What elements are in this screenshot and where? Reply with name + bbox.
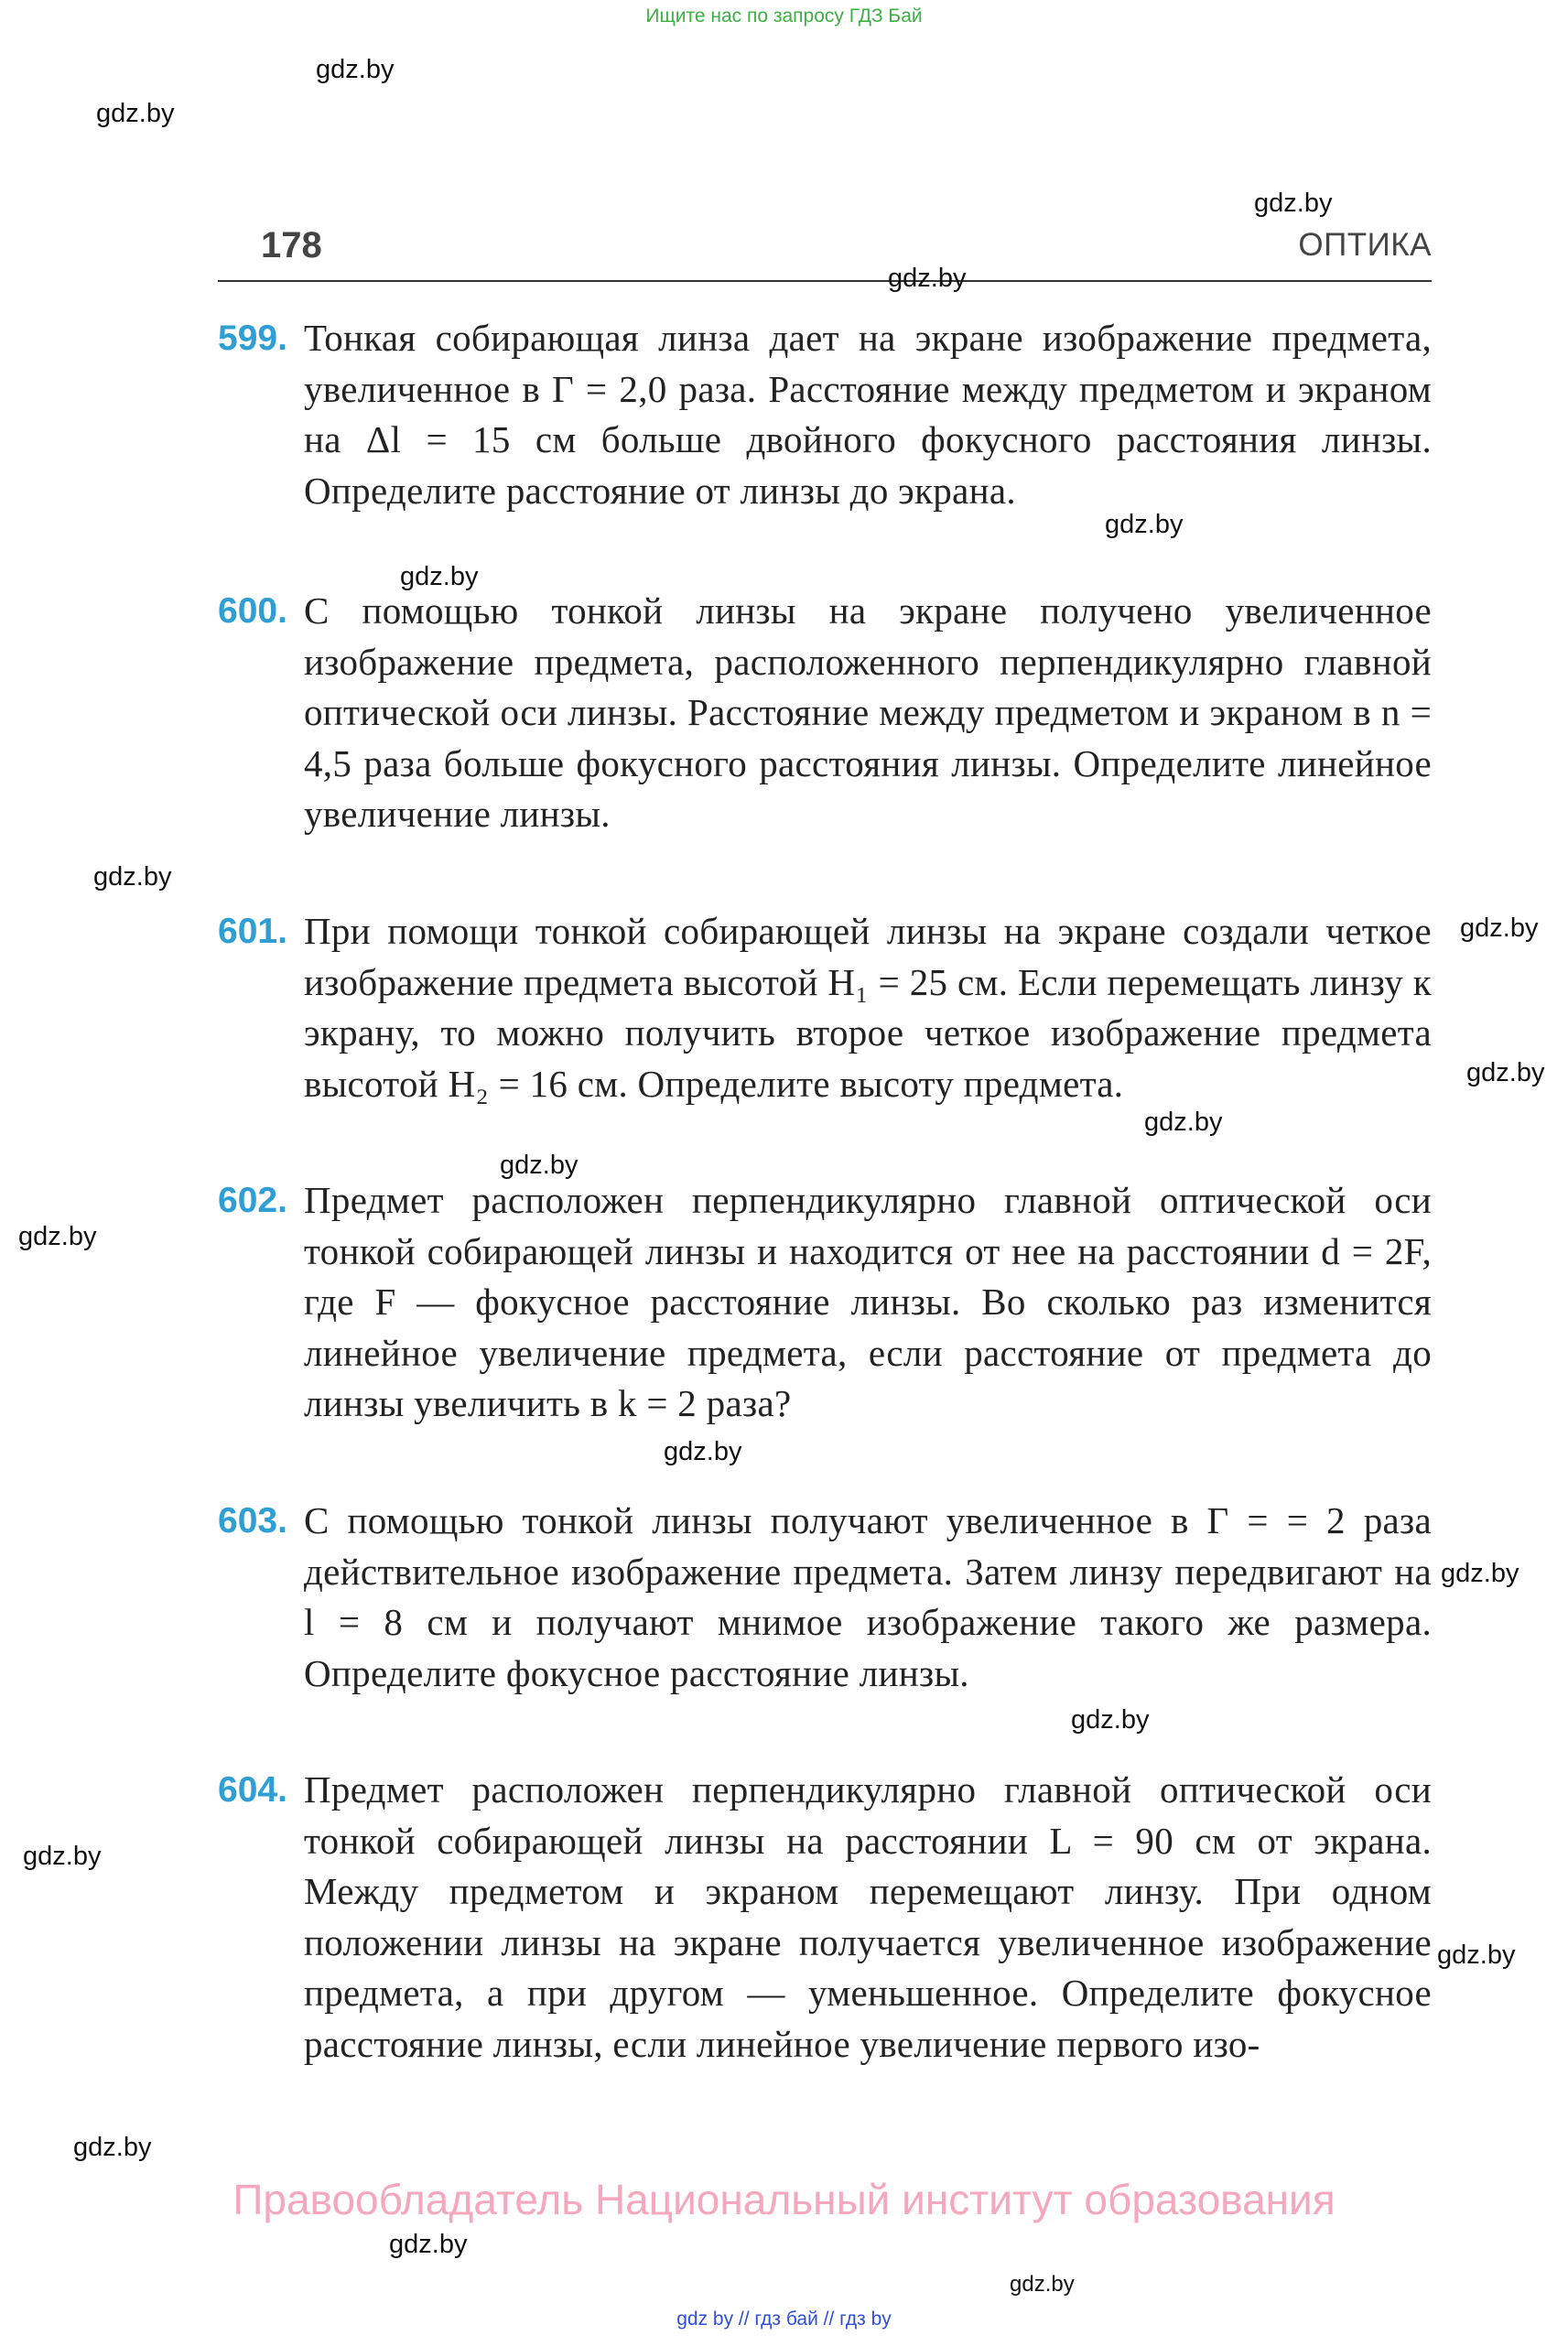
problem-text: При помощи тонкой собирающей линзы на экране создали четкое изображение предмета высотой H₁ = 25 см. Если перемещать линзу к экрану, то можно получить второе четкое изображение предмета высотой H₂ = 16 см. Определите высоту предмета. [304,910,1432,1105]
watermark: gdz.by [1441,1559,1519,1588]
problem-number: 602. [218,1181,287,1220]
watermark: gdz.by [389,2230,468,2259]
watermark: gdz.by [1460,914,1539,943]
watermark: gdz.by [400,562,479,591]
problem-number: 603. [218,1501,287,1541]
watermark: gdz.by [23,1842,102,1871]
problem-number: 601. [218,912,287,951]
page-number: 178 [261,225,322,265]
search-banner[interactable]: Ищите нас по запросу ГДЗ Бай [645,5,923,27]
problem-text: Предмет расположен перпендикулярно главной оптической оси тонкой собирающей линзы на расстоянии L = 90 см от экрана. Между предметом и экраном перемещают линзу. При одном положении линзы на экране получается увеличенное изображение предмета, а при другом — уменьшенное. Определите фокусное расстояние линзы, если линейное увеличение первого изо- [304,1768,1432,2065]
watermark: gdz.by [1105,510,1184,539]
problem-text: Тонкая собирающая линза дает на экране изображение предмета, увеличенное в Г = 2,0 раза. Расстояние между предметом и экраном на Δl = 15 см больше двойного фокусного расстояния линзы. Определите расстояние от линзы до экрана. [304,317,1432,512]
page-header [218,216,1432,282]
watermark: gdz.by [664,1437,742,1466]
footer-links[interactable]: gdz by // гдз бай // гдз by [676,2308,892,2330]
problem-number: 604. [218,1770,287,1810]
watermark: gdz.by [888,264,967,293]
watermark: gdz.by [96,99,175,128]
watermark: gdz.by [93,862,172,892]
watermark: gdz.by [1144,1108,1223,1137]
problem-text: С помощью тонкой линзы получают увеличенное в Г = = 2 раза действительное изображение предмета. Затем линзу передвигают на l = 8 см и получают мнимое изображение такого же размера. Определите фокусное расстояние линзы. [304,1499,1432,1694]
watermark: gdz.by [1010,2272,1075,2297]
watermark: gdz.by [1254,189,1333,218]
copyright-notice: Правообладатель Национальный институт образования [232,2176,1336,2223]
problem-text: С помощью тонкой линзы на экране получено увеличенное изображение предмета, расположенного перпендикулярно главной оптической оси линзы. Расстояние между предметом и экраном в n = 4,5 раза больше фокусного расстояния линзы. Определите линейное увеличение линзы. [304,589,1432,836]
problem-text: Предмет расположен перпендикулярно главной оптической оси тонкой собирающей линзы и находится от нее на расстоянии d = 2F, где F — фокусное расстояние линзы. Во сколько раз изменится линейное увеличение предмета, если расстояние от предмета до линзы увеличить в k = 2 раза? [304,1179,1432,1425]
watermark: gdz.by [316,55,395,84]
watermark: gdz.by [18,1222,97,1251]
problem-number: 600. [218,591,287,631]
section-title: ОПТИКА [1298,227,1432,263]
watermark: gdz.by [1071,1705,1150,1735]
watermark: gdz.by [1466,1058,1545,1087]
watermark: gdz.by [73,2133,152,2162]
problem-number: 599. [218,319,287,358]
watermark: gdz.by [1437,1941,1516,1970]
header-divider [218,280,1432,282]
watermark: gdz.by [500,1151,579,1180]
